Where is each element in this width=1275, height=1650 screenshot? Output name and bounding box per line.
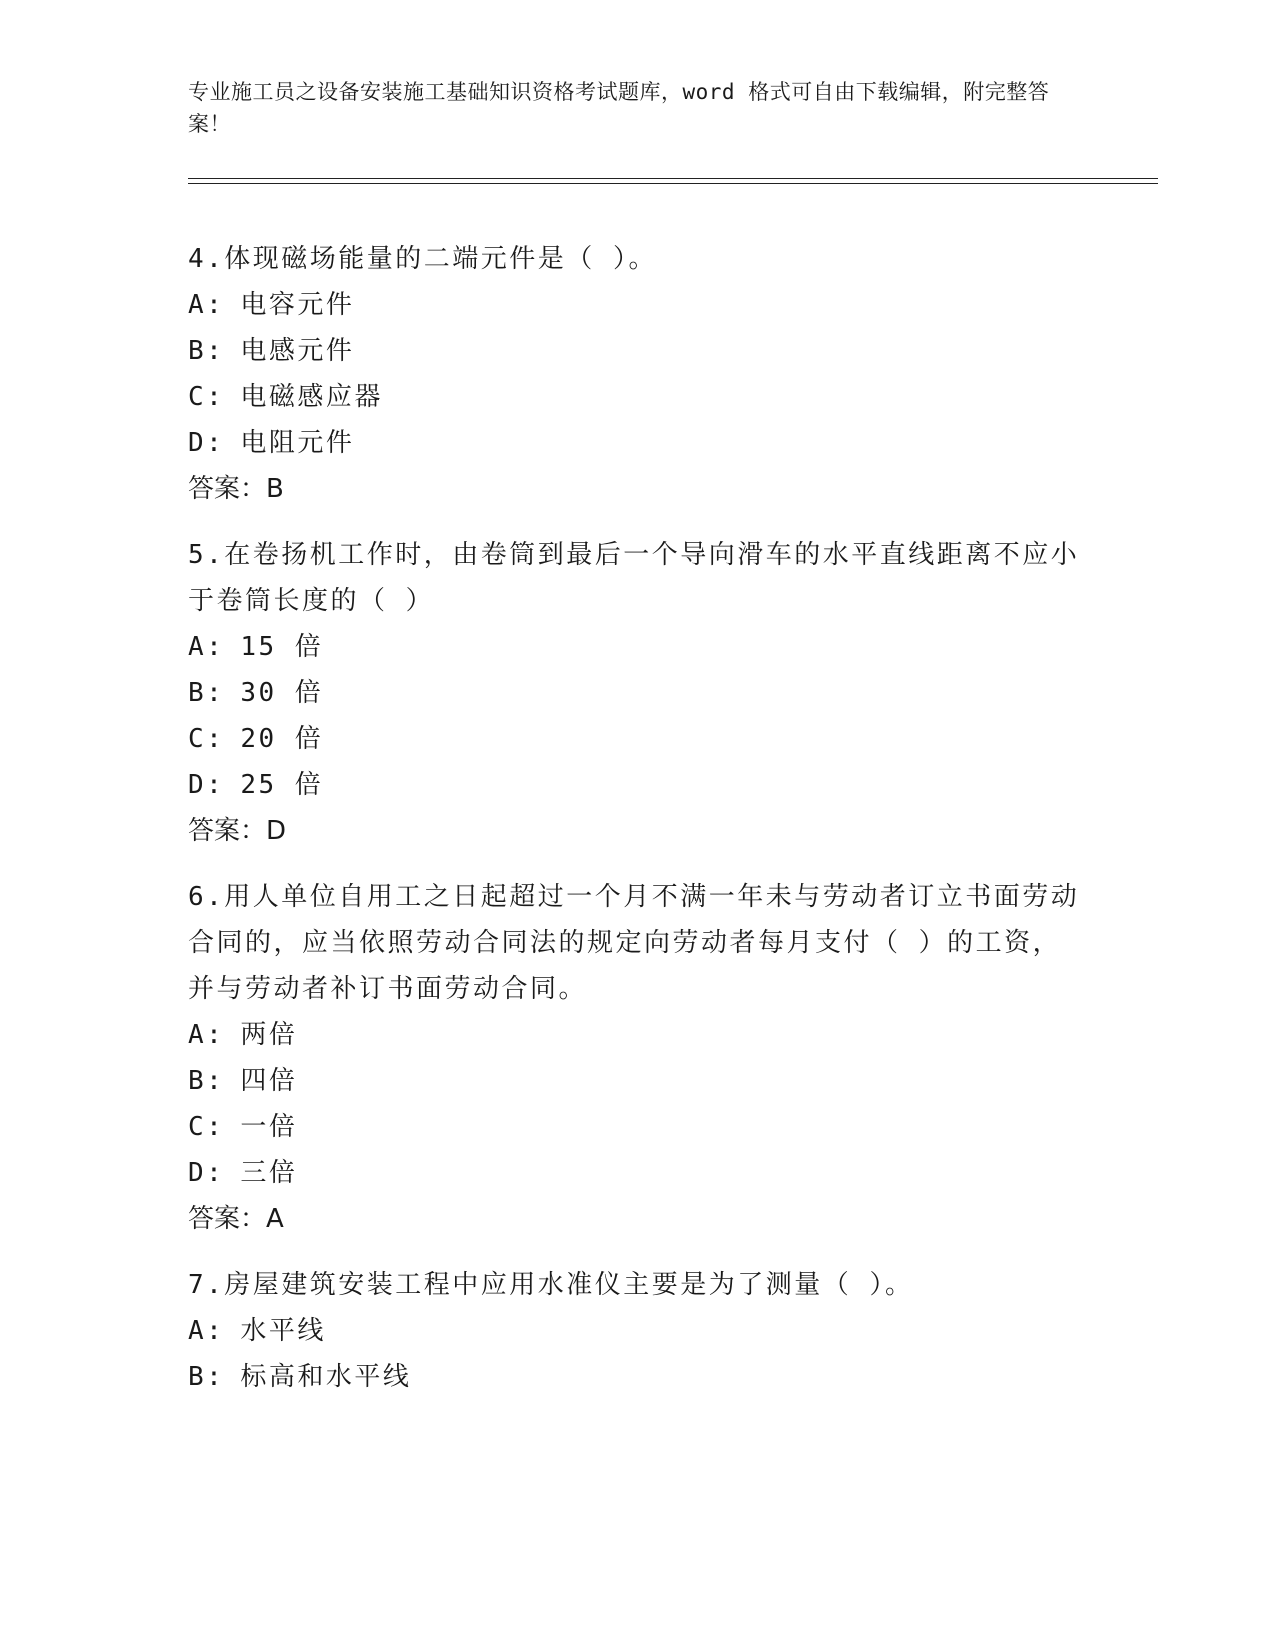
- option-separator: :: [206, 724, 225, 754]
- option-separator: :: [206, 1158, 225, 1188]
- answer-value: A: [266, 1204, 284, 1234]
- option-b: [188, 670, 1088, 716]
- option-text: 四倍: [240, 1066, 298, 1096]
- option-a: [188, 624, 1088, 670]
- option-b: [188, 328, 1088, 374]
- question-stem: 5.在卷扬机工作时，由卷筒到最后一个导向滑车的水平直线距离不应小于卷筒长度的（ ）: [188, 540, 1080, 616]
- option-separator: :: [206, 1020, 225, 1050]
- option-key: D: [188, 428, 207, 458]
- option-d: [188, 762, 1088, 808]
- option-separator: :: [206, 428, 225, 458]
- option-key: D: [188, 1158, 207, 1188]
- option-key: A: [188, 632, 207, 662]
- option-text: 25 倍: [240, 770, 324, 800]
- question-6: [188, 874, 1088, 1242]
- option-text: 30 倍: [240, 678, 324, 708]
- option-key: C: [188, 1112, 207, 1142]
- option-separator: :: [206, 290, 225, 320]
- option-key: A: [188, 1020, 207, 1050]
- header-divider-top: [188, 178, 1158, 179]
- option-key: B: [188, 678, 207, 708]
- option-key: C: [188, 724, 207, 754]
- question-stem: 6.用人单位自用工之日起超过一个月不满一年未与劳动者订立书面劳动合同的，应当依照劳动合同法的规定向劳动者每月支付（ ）的工资，并与劳动者补订书面劳动合同。: [188, 882, 1080, 1004]
- answer-value: B: [266, 474, 284, 504]
- option-text: 电磁感应器: [240, 382, 383, 412]
- option-text: 一倍: [240, 1112, 298, 1142]
- question-stem: 7.房屋建筑安装工程中应用水准仪主要是为了测量（ ）。: [188, 1270, 914, 1300]
- question-5: [188, 532, 1088, 854]
- option-separator: :: [206, 770, 225, 800]
- option-key: A: [188, 1316, 207, 1346]
- option-key: D: [188, 770, 207, 800]
- option-text: 两倍: [240, 1020, 298, 1050]
- option-separator: :: [206, 336, 225, 366]
- option-separator: :: [206, 1066, 225, 1096]
- option-d: [188, 1150, 1088, 1196]
- option-key: A: [188, 290, 207, 320]
- answer-value: D: [266, 816, 287, 846]
- option-text: 电感元件: [240, 336, 355, 366]
- answer-line: [188, 808, 1088, 854]
- document-header: 专业施工员之设备安装施工基础知识资格考试题库，word 格式可自由下载编辑，附完整答案！: [188, 80, 1050, 136]
- option-separator: :: [206, 382, 225, 412]
- option-c: [188, 374, 1088, 420]
- option-c: [188, 1104, 1088, 1150]
- option-text: 标高和水平线: [240, 1362, 412, 1392]
- option-a: [188, 1012, 1088, 1058]
- option-text: 电阻元件: [240, 428, 355, 458]
- answer-label: 答案：: [188, 1204, 267, 1234]
- option-b: [188, 1354, 1088, 1400]
- option-separator: :: [206, 1362, 225, 1392]
- question-7: [188, 1262, 1088, 1400]
- answer-label: 答案：: [188, 474, 267, 504]
- answer-line: [188, 1196, 1088, 1242]
- option-d: [188, 420, 1088, 466]
- option-a: [188, 282, 1088, 328]
- option-key: B: [188, 1066, 207, 1096]
- question-stem: 4.体现磁场能量的二端元件是（ ）。: [188, 244, 657, 274]
- option-separator: :: [206, 632, 225, 662]
- option-separator: :: [206, 678, 225, 708]
- option-separator: :: [206, 1112, 225, 1142]
- question-4: [188, 236, 1088, 512]
- option-text: 15 倍: [240, 632, 324, 662]
- answer-label: 答案：: [188, 816, 267, 846]
- option-a: [188, 1308, 1088, 1354]
- answer-line: [188, 466, 1088, 512]
- option-separator: :: [206, 1316, 225, 1346]
- option-key: C: [188, 382, 207, 412]
- option-text: 水平线: [240, 1316, 326, 1346]
- option-text: 20 倍: [240, 724, 324, 754]
- question-list: [188, 236, 1088, 1420]
- option-b: [188, 1058, 1088, 1104]
- header-divider-bottom: [188, 183, 1158, 184]
- option-key: B: [188, 1362, 207, 1392]
- option-c: [188, 716, 1088, 762]
- option-key: B: [188, 336, 207, 366]
- option-text: 电容元件: [240, 290, 355, 320]
- option-text: 三倍: [240, 1158, 298, 1188]
